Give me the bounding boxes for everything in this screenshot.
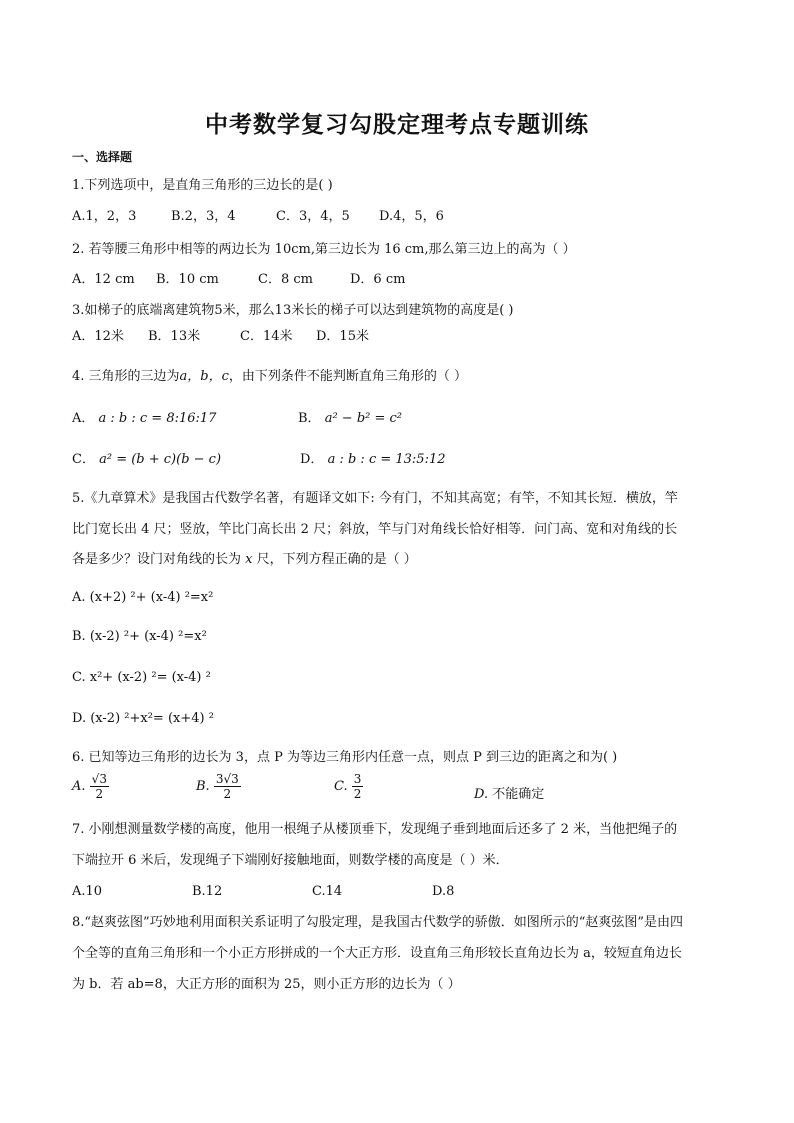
q6-option-c-denominator: 2 (353, 787, 362, 801)
q7-option-b: B.12 (192, 884, 223, 899)
q4-option-d (300, 452, 446, 468)
q6-option-a-numerator: √3 (91, 772, 107, 786)
q6-option-a-fraction (90, 772, 109, 801)
q6-option-b (196, 772, 241, 802)
question-5-line-3 (72, 552, 417, 568)
q4-stem-variables: a，b，c (179, 369, 229, 384)
q5-line-3-variable: x (245, 552, 253, 567)
q4-option-c-expression: a² = (b + c)(b − c) (99, 452, 222, 467)
question-7-line-1: 7. 小刚想测量数学楼的高度，他用一根绳子从楼顶垂下，发现绳子垂到地面后还多了 2 米，当他把绳子的 (72, 822, 678, 837)
q6-option-d-text: 不能确定 (492, 787, 545, 802)
q3-option-b: B．13米 (148, 329, 201, 344)
q1-option-c: C．3，4，5 (276, 209, 350, 224)
q4-stem-prefix: 4. 三角形的三边为 (72, 369, 180, 384)
q3-option-a: A．12米 (72, 329, 124, 344)
q2-option-d: D．6 cm (350, 272, 406, 287)
q7-option-a: A.10 (72, 884, 103, 899)
q4-option-c (72, 452, 221, 468)
q4-stem-suffix: ，由下列条件不能判断直角三角形的（ ） (228, 369, 468, 384)
question-3-stem: 3.如梯子的底端离建筑物5米，那么13米长的梯子可以达到建筑物的高度是( ) (72, 303, 514, 318)
q4-option-b-label: B． (298, 411, 321, 426)
question-7-line-2: 下端拉开 6 米后，发现绳子下端刚好接触地面，则数学楼的高度是（ ）米． (72, 853, 509, 868)
question-5-line-1: 5.《九章算术》是我国古代数学名著，有题译文如下: 今有门，不知其高宽；有竿，不知其长短．横放，竿 (72, 491, 678, 506)
question-8-line-2: 个全等的直角三角形和一个小正方形拼成的一个大正方形．设直角三角形较长直角边长为 a，较短直角边长 (72, 946, 682, 961)
q6-option-a-label: A. (72, 779, 86, 794)
q6-option-a-denominator: 2 (95, 787, 104, 801)
q6-option-d (474, 787, 544, 803)
q6-option-b-numerator: 3√3 (215, 772, 239, 786)
q3-option-d: D．15米 (316, 329, 369, 344)
q4-option-d-label: D． (300, 452, 324, 467)
question-8-line-3: 为 b．若 ab=8，大正方形的面积为 25，则小正方形的边长为（ ） (72, 977, 461, 992)
q6-option-b-denominator: 2 (223, 787, 232, 801)
question-8-line-1: 8.“赵爽弦图”巧妙地利用面积关系证明了勾股定理，是我国古代数学的骄傲．如图所示的“赵爽弦图”是由四 (72, 915, 683, 930)
q5-option-b: B. (x-2) ²+ (x-4) ²=x² (72, 629, 207, 644)
q7-option-c: C.14 (312, 884, 343, 899)
q6-option-b-fraction (214, 772, 241, 801)
page-title: 中考数学复习勾股定理考点专题训练 (205, 111, 589, 138)
q4-option-b (298, 411, 402, 427)
q1-option-b: B.2，3，4 (171, 209, 236, 224)
q2-option-b: B．10 cm (156, 272, 219, 287)
q4-option-c-label: C． (72, 452, 95, 467)
q4-option-a (72, 411, 216, 427)
q4-option-a-expression: a : b : c = 8:16:17 (98, 411, 217, 426)
q7-option-d: D.8 (432, 884, 455, 899)
q6-option-c-numerator: 3 (353, 772, 362, 786)
q4-option-b-expression: a² − b² = c² (324, 411, 403, 426)
question-6-stem: 6. 已知等边三角形的边长为 3，点 P 为等边三角形内任意一点，则点 P 到三边的距离之和为( ) (72, 750, 618, 765)
q5-option-a: A. (x+2) ²+ (x-4) ²=x² (72, 590, 214, 605)
q6-option-c (334, 772, 363, 802)
q6-option-c-label: C. (334, 779, 348, 794)
q5-line-3-suffix: 尺，下列方程正确的是（ ） (252, 552, 417, 567)
q4-option-d-expression: a : b : c = 13:5:12 (327, 452, 446, 467)
q5-option-c: C. x²+ (x-2) ²= (x-4) ² (72, 670, 211, 685)
q1-option-d: D.4，5，6 (379, 209, 444, 224)
q1-option-a: A.1，2，3 (72, 209, 137, 224)
q6-option-d-label: D. (474, 787, 489, 802)
question-5-line-2: 比门宽长出 4 尺；竖放，竿比门高长出 2 尺；斜放，竿与门对角线长恰好相等．问门高、宽和对角线的长 (72, 522, 678, 537)
q6-option-b-label: B. (196, 779, 210, 794)
question-4-stem (72, 369, 467, 385)
q4-option-a-label: A． (72, 411, 95, 426)
q5-option-d: D. (x-2) ²+x²= (x+4) ² (72, 711, 214, 726)
q6-option-a (72, 772, 109, 802)
q2-option-c: C．8 cm (258, 272, 313, 287)
q6-option-c-fraction (352, 772, 364, 801)
q5-line-3-prefix: 各是多少？设门对角线的长为 (72, 552, 246, 567)
q2-option-a: A．12 cm (72, 272, 135, 287)
question-2-stem: 2. 若等腰三角形中相等的两边长为 10cm,第三边长为 16 cm,那么第三边上的高为（ ） (72, 242, 576, 257)
section-heading: 一、选择题 (72, 150, 133, 164)
q3-option-c: C．14米 (240, 329, 293, 344)
question-1-stem: 1.下列选项中，是直角三角形的三边长的是( ) (72, 178, 333, 193)
